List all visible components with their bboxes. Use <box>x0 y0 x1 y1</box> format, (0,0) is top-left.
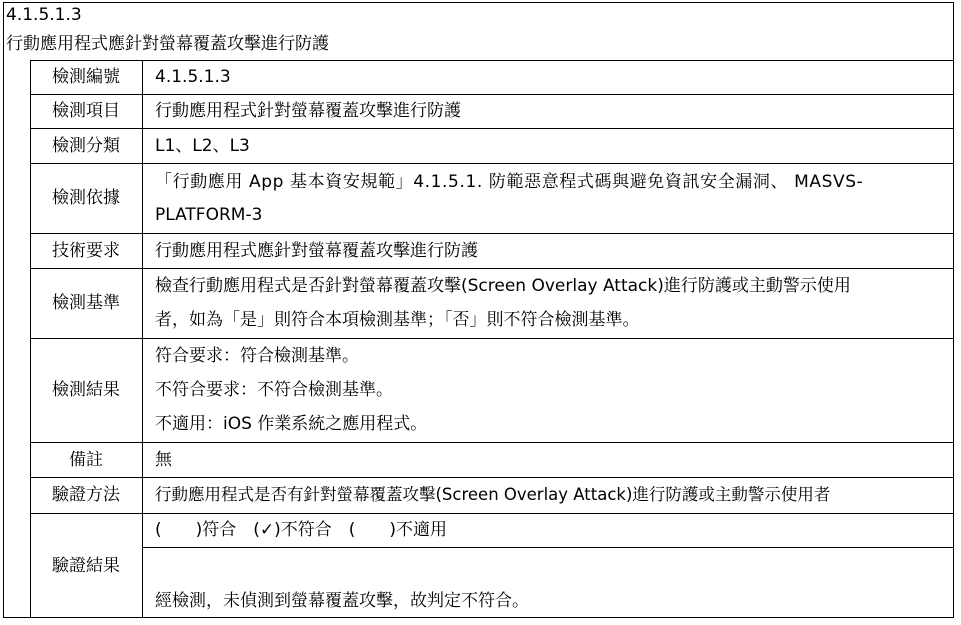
row-label: 檢測依據 <box>52 188 120 208</box>
section-number: 4.1.5.1.3 <box>6 5 82 25</box>
row-value-line: PLATFORM-3 <box>155 205 263 225</box>
row-label: 檢測編號 <box>52 67 120 87</box>
row-label: 檢測項目 <box>52 101 120 121</box>
row-value-line: 「行動應用 App 基本資安規範」4.1.5.1. 防範惡意程式碼與避免資訊安全漏洞、 MASVS- <box>155 172 864 192</box>
row-label: 檢測基準 <box>52 293 120 313</box>
row-label: 驗證方法 <box>52 485 120 505</box>
row-label: 備註 <box>69 450 103 470</box>
verification-options: ( )符合 (✓)不符合 ( )不適用 <box>155 520 448 540</box>
row-label: 檢測分類 <box>52 136 120 156</box>
row-value: 4.1.5.1.3 <box>155 67 231 87</box>
row-label: 驗證結果 <box>52 556 120 576</box>
row-value-line: 檢查行動應用程式是否針對螢幕覆蓋攻擊(Screen Overlay Attack)進行防護或主動警示使用 <box>155 276 851 296</box>
row-value-line: 不符合要求：不符合檢測基準。 <box>155 380 393 400</box>
row-value-line: 符合要求：符合檢測基準。 <box>155 346 359 366</box>
row-value: L1、L2、L3 <box>155 136 250 156</box>
row-value-line: 者，如為「是」則符合本項檢測基準；「否」則不符合檢測基準。 <box>155 310 640 330</box>
row-value: 行動應用程式應針對螢幕覆蓋攻擊進行防護 <box>155 241 478 261</box>
section-title: 行動應用程式應針對螢幕覆蓋攻擊進行防護 <box>6 34 329 54</box>
row-value-line: 不適用：iOS 作業系統之應用程式。 <box>155 414 428 434</box>
row-label: 檢測結果 <box>52 380 120 400</box>
row-value: 行動應用程式是否有針對螢幕覆蓋攻擊(Screen Overlay Attack)進行防護或主動警示使用者 <box>155 485 831 504</box>
row-label: 技術要求 <box>52 241 120 261</box>
row-value: 無 <box>155 450 172 470</box>
verification-conclusion: 經檢測，未偵測到螢幕覆蓋攻擊，故判定不符合。 <box>155 591 529 611</box>
row-value: 行動應用程式針對螢幕覆蓋攻擊進行防護 <box>155 101 461 121</box>
